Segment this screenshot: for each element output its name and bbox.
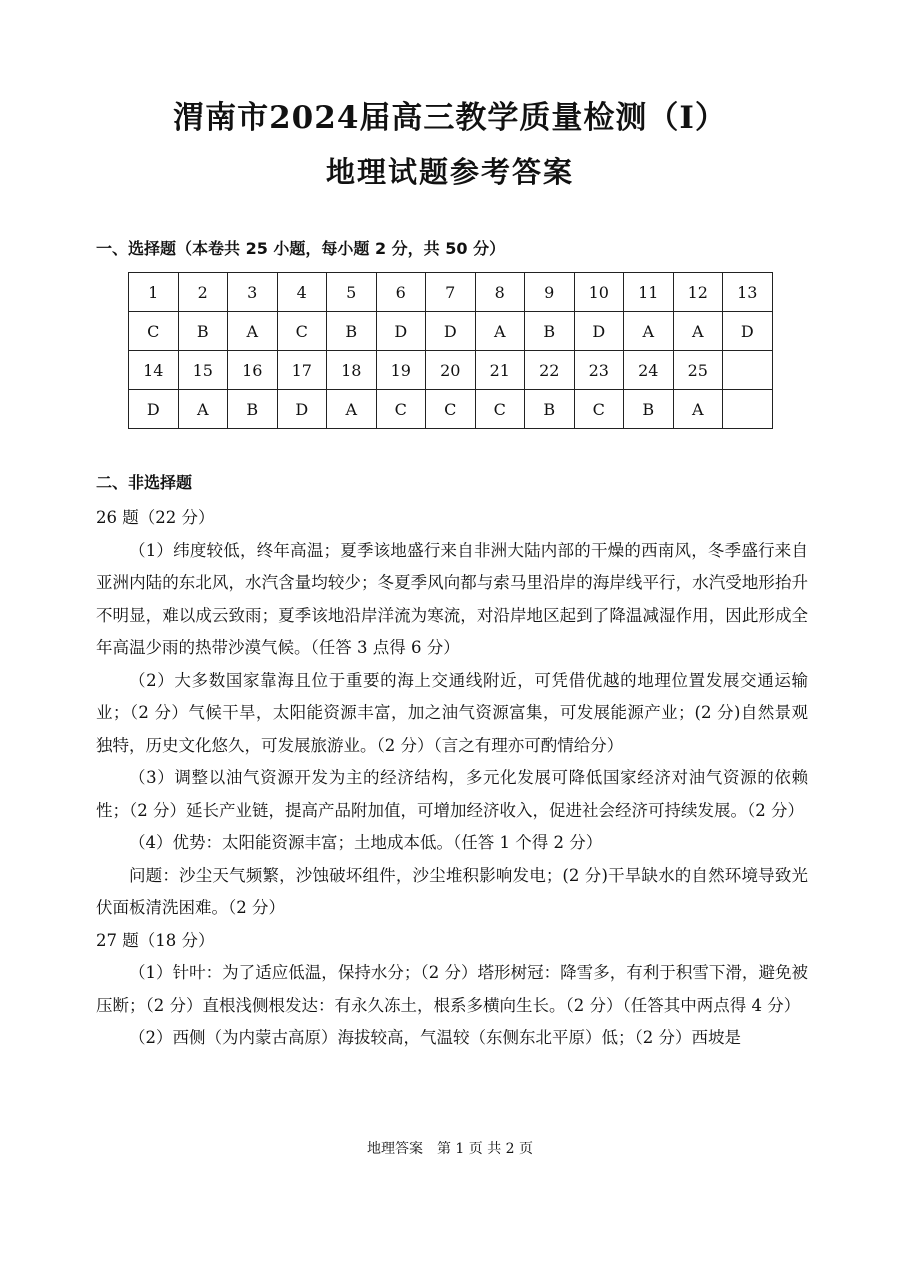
page-subtitle: 地理试题参考答案 [325,155,574,189]
table-cell: D [129,390,179,429]
table-cell: 19 [376,351,426,390]
table-cell: 18 [327,351,377,390]
table-cell: C [129,312,179,351]
table-cell: D [574,312,624,351]
answer-table [128,272,773,429]
table-cell: C [475,390,525,429]
table-cell: 2 [178,273,228,312]
question-heading: 27 题（18 分） [96,930,215,950]
table-cell: A [475,312,525,351]
table-cell: 7 [426,273,476,312]
section1-heading: 一、选择题（本卷共 25 小题，每小题 2 分，共 50 分） [96,239,506,258]
question-number-row [129,273,773,312]
question-number-row [129,351,773,390]
answer-row [129,312,773,351]
answer-row [129,390,773,429]
table-cell: 17 [277,351,327,390]
table-cell: A [178,390,228,429]
answer-body [96,502,808,1055]
table-cell: 24 [624,351,674,390]
table-cell: A [624,312,674,351]
table-cell: 25 [673,351,723,390]
table-cell: C [376,390,426,429]
table-cell: 21 [475,351,525,390]
answer-paragraph: （2）西侧（为内蒙古高原）海拔较高，气温较（东侧东北平原）低；（2 分）西坡是 [129,1028,741,1047]
answer-paragraph: （1）针叶：为了适应低温，保持水分；（2 分）塔形树冠：降雪多，有利于积雪下滑，避免被压断；（2 分）直根浅侧根发达：有永久冻土，根系多横向生长。（2 分）（任答其中两点得 4 分） [96,963,808,1015]
table-cell: D [426,312,476,351]
answer-paragraph: （1）纬度较低，终年高温；夏季该地盛行来自非洲大陆内部的干燥的西南风，冬季盛行来自亚洲内陆的东北风，水汽含量均较少；冬夏季风向都与索马里沿岸的海岸线平行，水汽受地形抬升不明显，难以成云致雨；夏季该地沿岸洋流为寒流，对沿岸地区起到了降温减湿作用，因此形成全年高温少雨的热带沙漠气候。（任答 3 点得 6 分） [96,540,808,657]
table-cell: 8 [475,273,525,312]
table-cell: A [327,390,377,429]
section2-heading: 二、非选择题 [96,473,193,492]
table-cell: C [426,390,476,429]
table-cell: A [673,312,723,351]
table-cell: 10 [574,273,624,312]
table-cell [723,390,773,429]
table-cell: B [525,390,575,429]
table-cell: B [327,312,377,351]
table-cell: 4 [277,273,327,312]
table-cell: D [376,312,426,351]
table-cell [723,351,773,390]
table-cell: B [525,312,575,351]
table-cell: 9 [525,273,575,312]
table-cell: 22 [525,351,575,390]
table-cell: C [574,390,624,429]
question-heading: 26 题（22 分） [96,508,215,527]
table-cell: 16 [228,351,278,390]
table-cell: 5 [327,273,377,312]
table-cell: 15 [178,351,228,390]
table-cell: 23 [574,351,624,390]
table-cell: 20 [426,351,476,390]
table-cell: B [228,390,278,429]
table-cell: 1 [129,273,179,312]
table-cell: B [178,312,228,351]
table-cell: A [673,390,723,429]
table-cell: 3 [228,273,278,312]
answer-paragraph: 问题：沙尘天气频繁，沙蚀破坏组件，沙尘堆积影响发电；(2 分)干旱缺水的自然环境导致光伏面板清洗困难。（2 分） [96,865,808,917]
table-cell: B [624,390,674,429]
table-cell: 6 [376,273,426,312]
table-cell: D [277,390,327,429]
page-title: 渭南市2024届高三教学质量检测（Ⅰ） [173,100,727,136]
answer-paragraph: （3）调整以油气资源开发为主的经济结构，多元化发展可降低国家经济对油气资源的依赖性；（2 分）延长产业链，提高产品附加值，可增加经济收入，促进社会经济可持续发展。（2 分） [96,768,808,820]
page-footer: 地理答案 第 1 页 共 2 页 [366,1141,534,1157]
answer-paragraph: （2）大多数国家靠海且位于重要的海上交通线附近，可凭借优越的地理位置发展交通运输业；（2 分）气候干旱，太阳能资源丰富，加之油气资源富集，可发展能源产业；(2 分)自然景观独特，历史文化悠久，可发展旅游业。（2 分）（言之有理亦可酌情给分） [96,670,808,755]
table-cell: 13 [723,273,773,312]
table-cell: 11 [624,273,674,312]
table-cell: C [277,312,327,351]
table-cell: 14 [129,351,179,390]
answer-paragraph: （4）优势：太阳能资源丰富；土地成本低。（任答 1 个得 2 分） [129,833,603,852]
table-cell: D [723,312,773,351]
table-cell: 12 [673,273,723,312]
table-cell: A [228,312,278,351]
